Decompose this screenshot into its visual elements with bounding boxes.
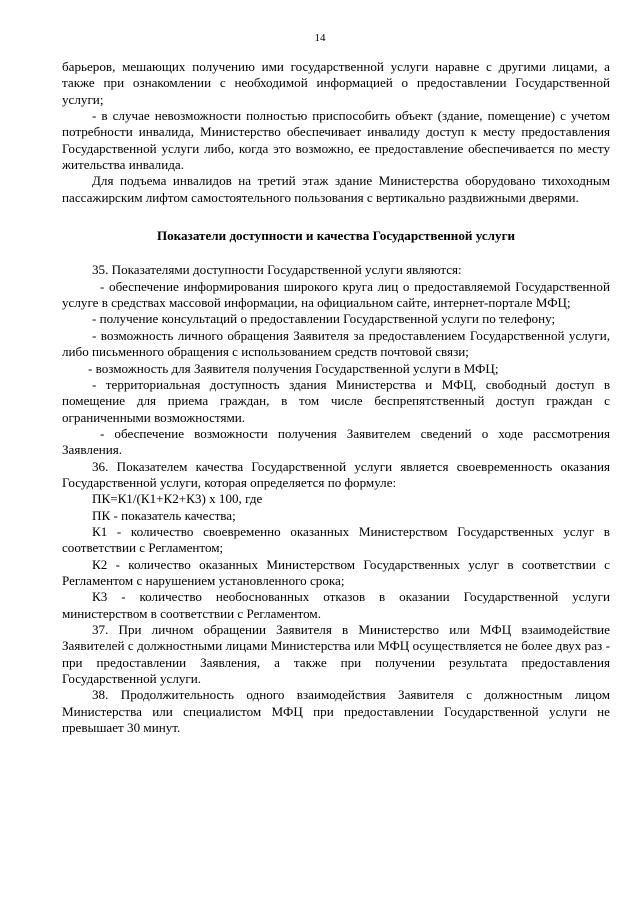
section-heading: Показатели доступности и качества Государственной услуги: [156, 228, 516, 244]
paragraph: 36. Показателем качества Государственной услуги является своевременность оказания Государственной услуги, которая определяется по формуле:: [62, 458, 610, 490]
paragraph: К3 - количество необоснованных отказов в оказании Государственной услуги министерством в соответствии с Регламентом.: [62, 589, 610, 621]
formula: ПК=К1/(К1+К2+К3) х 100, где: [92, 491, 263, 507]
paragraph: - в случае невозможности полностью приспособить объект (здание, помещение) с учетом потребности инвалида, Министерство обеспечивает инвалиду доступ к месту предоставления Государственной услуги либо, когда это возможно, ее предоставление обеспечивается по месту жительства инвалида.: [62, 108, 610, 173]
paragraph: 38. Продолжительность одного взаимодействия Заявителя с должностным лицом Министерства или специалистом МФЦ при предоставлении Государственной услуги не превышает 30 минут.: [62, 687, 610, 736]
list-item: - обеспечение возможности получения Заявителем сведений о ходе рассмотрения Заявления.: [62, 425, 610, 458]
paragraph: 37. При личном обращении Заявителя в Министерство или МФЦ взаимодействие Заявителей с должностными лицами Министерства или МФЦ осуществляется не более двух раз - при предоставлении Заявления, а также при получении результата предоставления Государственной услуги.: [62, 622, 610, 687]
list-item: - обеспечение информирования широкого круга лиц о предоставляемой Государственной услуге в средствах массовой информации, на официальном сайте, интернет-портале МФЦ;: [62, 278, 610, 311]
document-body: [62, 59, 610, 736]
page-number: 14: [314, 32, 326, 44]
paragraph: 35. Показателями доступности Государственной услуги являются:: [92, 262, 462, 278]
list-item: - возможность личного обращения Заявителя за предоставлением Государственной услуги, либо письменного обращения с использованием средств почтовой связи;: [62, 327, 610, 360]
paragraph: ПК - показатель качества;: [92, 507, 236, 523]
paragraph: барьеров, мешающих получению ими государственной услуги наравне с другими лицами, а также при ознакомлении с необходимой информацией о предоставлении Государственной услуги;: [62, 59, 610, 107]
paragraph: К1 - количество своевременно оказанных Министерством Государственных услуг в соответствии с Регламентом;: [62, 523, 610, 556]
list-item: - получение консультаций о предоставлении Государственной услуги по телефону;: [92, 311, 556, 327]
paragraph: Для подъема инвалидов на третий этаж здание Министерства оборудовано тихоходным пассажирским лифтом самостоятельного пользования с вертикально раздвижными дверями.: [62, 173, 610, 205]
list-item: - возможность для Заявителя получения Государственной услуги в МФЦ;: [88, 360, 499, 376]
paragraph: К2 - количество оказанных Министерством Государственных услуг в соответствии с Регламентом с нарушением установленного срока;: [62, 556, 610, 588]
list-item: - территориальная доступность здания Министерства и МФЦ, свободный доступ в помещение для приема граждан, в том числе беспрепятственный доступ граждан с ограниченными возможностями.: [62, 376, 610, 425]
